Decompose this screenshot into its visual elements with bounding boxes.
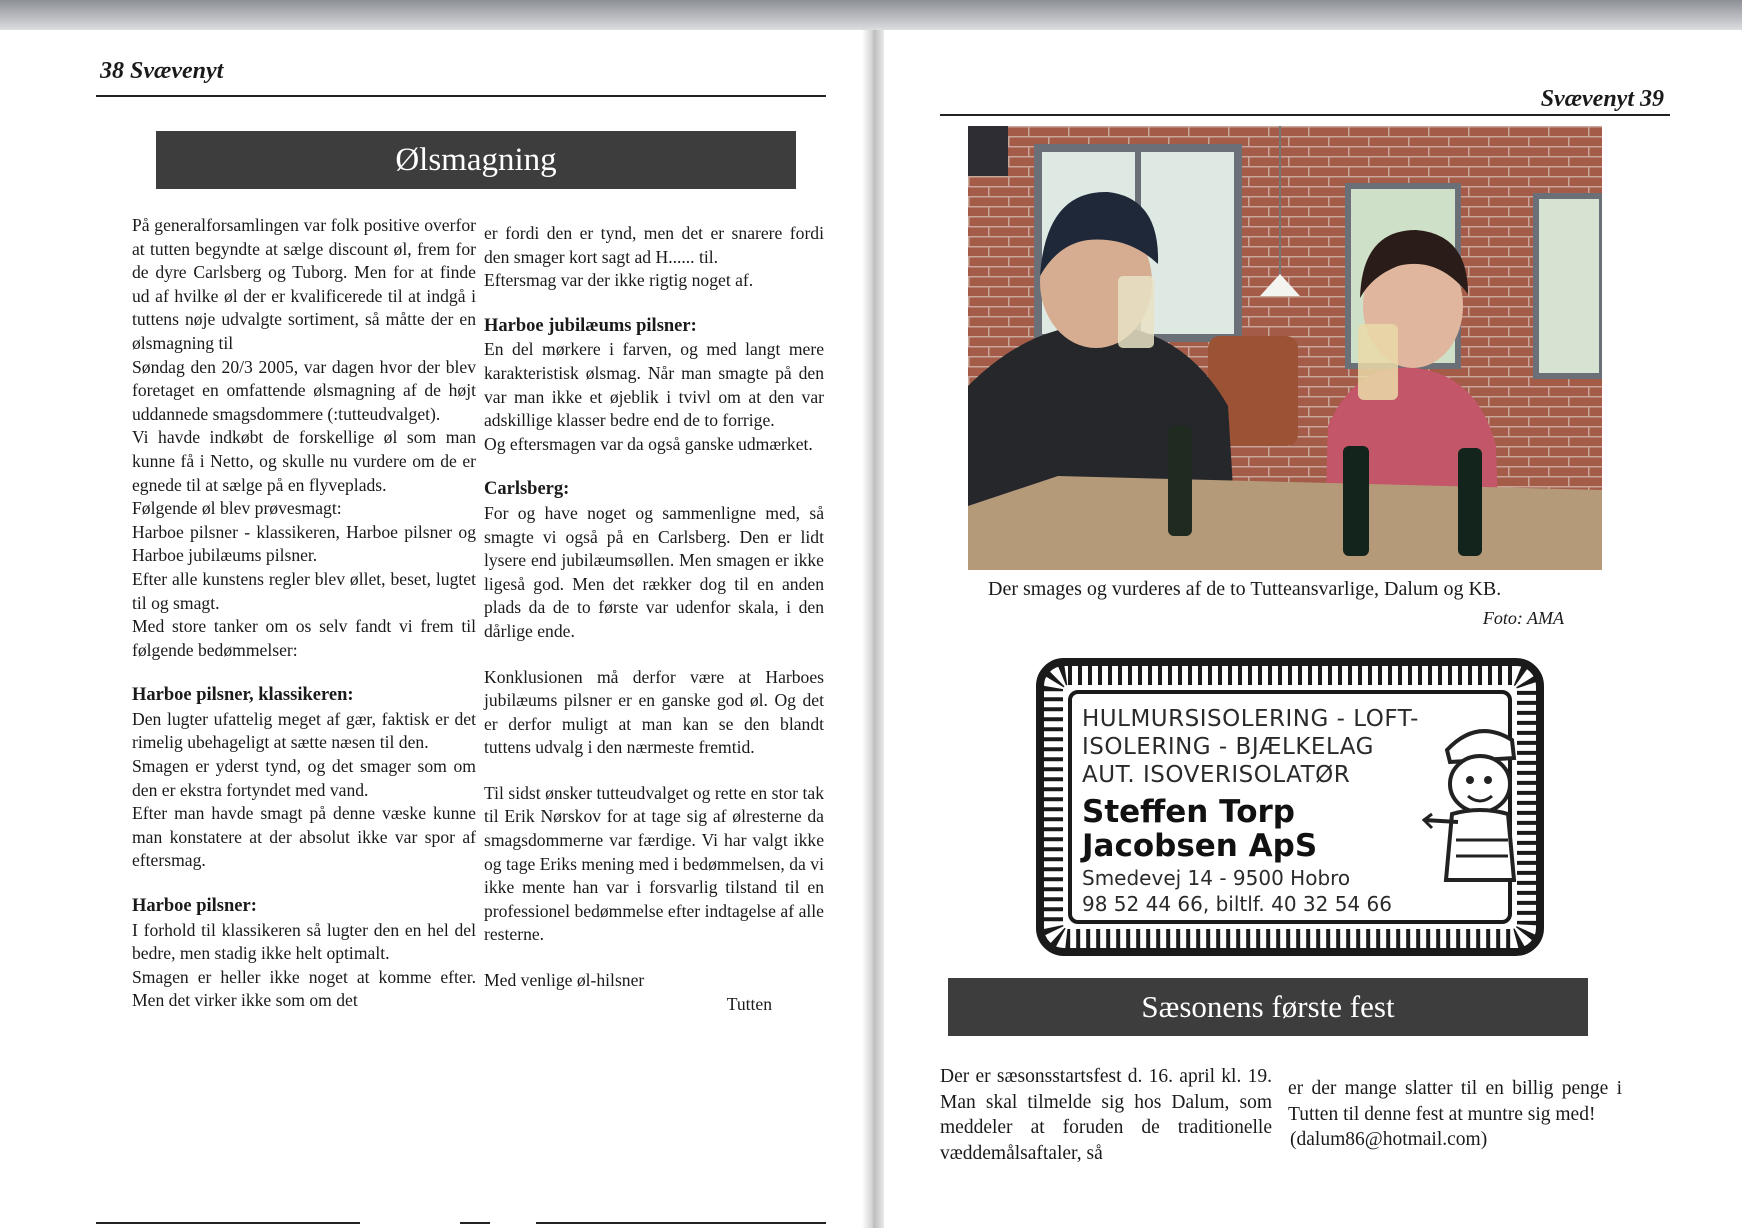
paragraph: I forhold til klassikeren så lugter den en hel del bedre, men stadig ikke helt optimalt. bbox=[132, 919, 476, 964]
paragraph: er der mange slatter til en billig penge i Tutten til denne fest at muntre sig med! bbox=[1288, 1078, 1622, 1125]
paragraph: Smagen er heller ikke noget at komme efter. Men det virker ikke som om det bbox=[132, 966, 476, 1011]
left-header-rule bbox=[96, 95, 826, 97]
ad-phone: 98 52 44 66, biltlf. 40 32 54 66 bbox=[1082, 892, 1392, 916]
footer-rule bbox=[96, 1222, 360, 1224]
footer-rule bbox=[536, 1222, 826, 1224]
closing-line: Med venlige øl-hilsner bbox=[484, 970, 645, 991]
paragraph: Med store tanker om os selv fandt vi frem til følgende bedømmelser: bbox=[132, 616, 476, 660]
right-header-rule bbox=[940, 114, 1670, 116]
subheading: Harboe pilsner: bbox=[132, 896, 257, 917]
paragraph: Smagen er yderst tynd, og det smager som om den er ekstra fortyndet med vand. bbox=[132, 756, 476, 800]
paragraph: Den lugter ufattelig meget af gær, faktisk er det rimelig ubehageligt at sætte næsen til den. bbox=[132, 708, 476, 753]
tasting-photo-illustration bbox=[968, 126, 1602, 570]
subheading: Harboe pilsner, klassikeren: bbox=[132, 685, 354, 706]
footer-rule bbox=[460, 1222, 490, 1224]
paragraph: En del mørkere i farven, og med langt mere karakteristisk ølsmag. Når man smagte på den var man ikke et øjeblik i tvivl om at den var adskillige klasser bedre end de to forrige. bbox=[484, 339, 824, 431]
paragraph: er fordi den er tynd, men det er snarere fordi den smager kort sagt ad H...... til. bbox=[484, 223, 824, 267]
subheading: Carlsberg: bbox=[484, 479, 570, 500]
paragraph: Og eftersmagen var da også ganske udmærket. bbox=[484, 433, 813, 454]
ad-service-line-3: AUT. ISOVERISOLATØR bbox=[1082, 762, 1351, 788]
book-gutter bbox=[862, 30, 884, 1228]
paragraph: Efter alle kunstens regler blev øllet, beset, lugtet til og smagt. bbox=[132, 568, 476, 613]
mascot-insulator-icon bbox=[1422, 710, 1532, 900]
paragraph: Der er sæsonsstartsfest d. 16. april kl. 19. Man skal tilmelde sig hos Dalum, som meddeler at foruden de traditionelle væddemålsaftaler, så bbox=[940, 1066, 1272, 1164]
tasting-photo bbox=[968, 126, 1602, 570]
signature: Tutten bbox=[726, 993, 772, 1014]
ad-service-line-2: ISOLERING - BJÆLKELAG bbox=[1082, 734, 1374, 760]
paragraph: Konklusionen må derfor være at Harboes jubilæums pilsner er en ganske god øl. Og det er derfor muligt at man kan se den blandt tuttens udvalg i den nærmeste fremtid. bbox=[484, 666, 824, 758]
left-article-column-1 bbox=[132, 214, 476, 1013]
contact-email: (dalum86@hotmail.com) bbox=[1290, 1129, 1488, 1150]
company-advertisement bbox=[1034, 656, 1546, 958]
subheading: Harboe jubilæums pilsner: bbox=[484, 315, 697, 336]
fest-column-2 bbox=[1288, 1076, 1622, 1153]
paragraph: For og have noget og sammenligne med, så smagte vi også på en Carlsberg. Den er lidt lysere end jubilæumsøllen. Men smagen er ikke ligeså god. Men det rækker dog til en anden plads da de to første var udenfor skala, i den dårlige ende. bbox=[484, 502, 824, 641]
paragraph: Harboe pilsner - klassikeren, Harboe pilsner og Harboe jubilæums pilsner. bbox=[132, 521, 476, 566]
paragraph: På generalforsamlingen var folk positive overfor at tutten begyndte at sælge discount øl, frem for de dyre Carlsberg og Tuborg. Men for at finde ud af hvilke øl der er kvalificerede til at indgå i tuttens nøje udvalgte sortiment, så måtte der en ølsmagning til bbox=[132, 215, 476, 353]
photo-credit: Foto: AMA bbox=[1482, 608, 1564, 628]
article-banner: Ølsmagning bbox=[156, 131, 796, 189]
left-article-column-2 bbox=[484, 222, 824, 1016]
ad-address: Smedevej 14 - 9500 Hobro bbox=[1082, 866, 1351, 890]
fest-column-1 bbox=[940, 1064, 1272, 1166]
paragraph: Vi havde indkøbt de forskellige øl som man kunne få i Netto, og skulle nu vurdere om de er egnede til at sælge på en flyveplads. bbox=[132, 427, 476, 495]
paragraph: Følgende øl blev prøvesmagt: bbox=[132, 498, 342, 519]
fest-banner: Sæsonens første fest bbox=[948, 978, 1588, 1036]
ad-company-name-2: Jacobsen ApS bbox=[1082, 828, 1318, 864]
right-page-header: Svævenyt 39 bbox=[1540, 86, 1664, 112]
paragraph: Søndag den 20/3 2005, var dagen hvor der blev foretaget en omfattende ølsmagning af de højt uddannede smagsdommere (:tutteudvalget). bbox=[132, 356, 476, 424]
photo-caption: Der smages og vurderes af de to Tutteansvarlige, Dalum og KB. bbox=[988, 578, 1502, 600]
left-page-header: 38 Svævenyt bbox=[100, 58, 224, 84]
ad-service-line-1: HULMURSISOLERING - LOFT- bbox=[1082, 706, 1419, 732]
paragraph: Efter man havde smagt på denne væske kunne man konstatere at der absolut ikke var spor af eftersmag. bbox=[132, 803, 476, 871]
ad-company-name-1: Steffen Torp bbox=[1082, 794, 1295, 830]
paragraph: Til sidst ønsker tutteudvalget og rette en stor tak til Erik Nørskov for at tage sig af ølresterne da smagsdommerne var færdige. Vi har valgt ikke og tage Eriks mening med i bedømmelsen, da vi ikke mente han var i forsvarlig tilstand til en professionel bedømmelse efter indtagelse af alle resterne. bbox=[484, 782, 824, 945]
paragraph: Eftersmag var der ikke rigtig noget af. bbox=[484, 270, 754, 291]
